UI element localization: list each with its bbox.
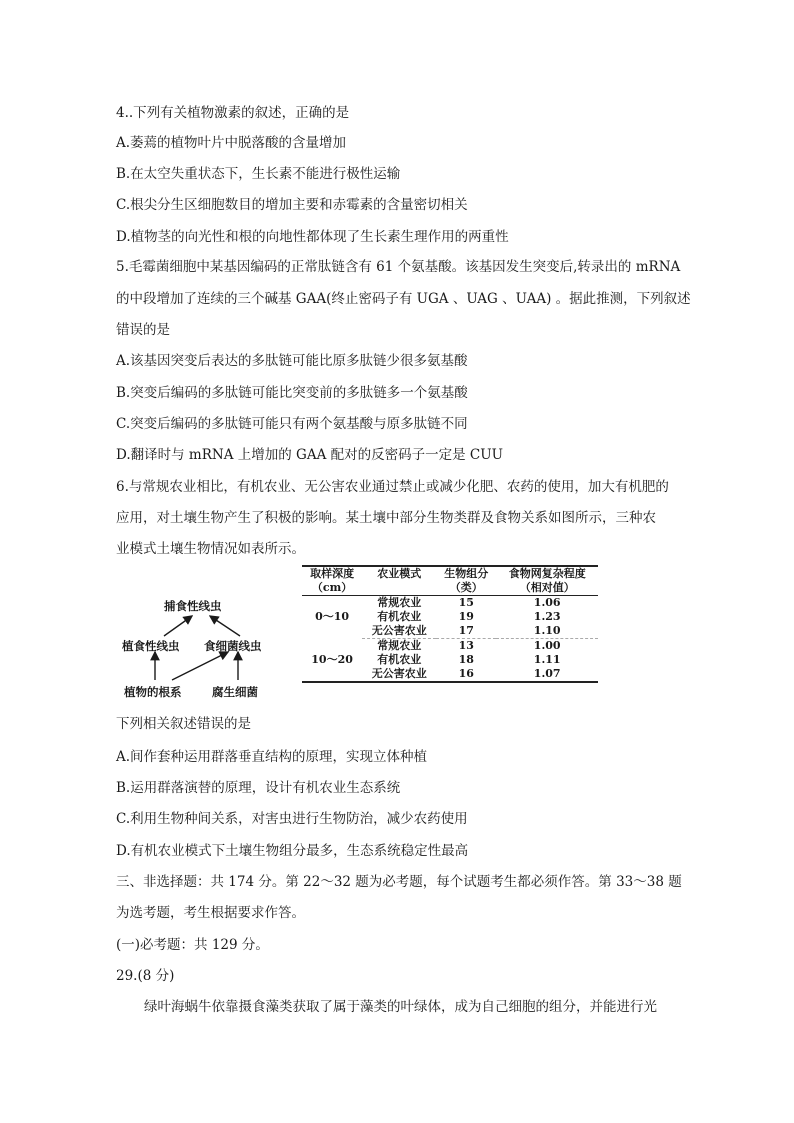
cell-complexity: 1.00: [533, 639, 561, 652]
q4-stem: 4..下列有关植物激素的叙述，正确的是: [116, 105, 350, 121]
section3-line2: 为选考题，考生根据要求作答。: [116, 905, 305, 921]
q6-stem-line1: 6.与常规农业相比，有机农业、无公害农业通过禁止或减少化肥、农药的使用，加大有机肥的: [116, 479, 669, 495]
cell-mode: 有机农业: [377, 653, 422, 666]
cell-groups: 17: [436, 624, 496, 639]
q5-option-a: A.该基因突变后表达的多肽链可能比原多肽链少很多氨基酸: [116, 353, 468, 369]
th-complexity: 食物网复杂程度: [508, 567, 586, 580]
cell-depth: 10～20: [302, 639, 362, 683]
q4-option-a: A.萎蔫的植物叶片中脱落酸的含量增加: [116, 135, 347, 151]
cell-mode: 无公害农业: [362, 667, 436, 682]
q6-stem-line2: 应用，对土壤生物产生了积极的影响。某土壤中部分生物类群及食物关系如图所示，三种农: [116, 510, 656, 526]
cell-complexity: 1.23: [533, 610, 561, 623]
q6-option-c: C.利用生物种间关系，对害虫进行生物防治，减少农药使用: [116, 811, 468, 827]
q4-option-d: D.植物茎的向光性和根的向地性都体现了生长素生理作用的两重性: [116, 229, 509, 245]
cell-groups: 13: [458, 639, 474, 652]
q6-option-d: D.有机农业模式下土壤生物组分最多，生态系统稳定性最高: [116, 843, 469, 859]
q5-option-d: D.翻译时与 mRNA 上增加的 GAA 配对的反密码子一定是 CUU: [116, 447, 503, 463]
cell-mode: 无公害农业: [362, 624, 436, 639]
node-predatory-nematode: 捕食性线虫: [164, 599, 222, 613]
cell-mode: 有机农业: [377, 610, 422, 623]
section3-line1: 三、非选择题：共 174 分。第 22～32 题为必考题，每个试题考生都必须作答。第 33～38 题: [116, 874, 682, 890]
cell-mode: 常规农业: [377, 639, 422, 652]
q6-stem-line4: 下列相关叙述错误的是: [116, 716, 251, 732]
food-web-diagram: [112, 566, 292, 706]
q29-text: 绿叶海蜗牛依靠摄食藻类获取了属于藻类的叶绿体，成为自己细胞的组分，并能进行光: [144, 999, 657, 1015]
node-saprophytic-bacteria: 腐生细菌: [212, 685, 258, 699]
cell-depth: 0～10: [315, 610, 350, 624]
q6-option-b: B.运用群落演替的原理，设计有机农业生态系统: [116, 780, 401, 796]
q5-stem-line2: 的中段增加了连续的三个碱基 GAA(终止密码子有 UGA 、UAG 、UAA) 。据此推测，下列叙述: [116, 291, 691, 307]
q29-label: 29.(8 分): [116, 968, 175, 984]
cell-complexity: 1.06: [533, 596, 561, 609]
cell-groups: 19: [458, 610, 474, 623]
soil-biota-table: [302, 565, 598, 683]
th-groups-unit: （类）: [449, 581, 483, 594]
q5-stem-line3: 错误的是: [116, 322, 170, 338]
cell-complexity: 1.11: [533, 653, 561, 666]
q6-stem-line3: 业模式土壤生物情况如表所示。: [116, 541, 305, 557]
th-depth: 取样深度: [310, 567, 355, 580]
cell-complexity: 1.07: [496, 667, 598, 682]
cell-mode: 常规农业: [377, 596, 422, 609]
cell-groups: 16: [436, 667, 496, 682]
cell-groups: 15: [458, 596, 474, 609]
node-herbivorous-nematode: 植食性线虫: [122, 639, 180, 653]
q4-option-b: B.在太空失重状态下，生长素不能进行极性运输: [116, 166, 401, 182]
th-groups: 生物组分: [444, 567, 489, 580]
q5-stem-line1: 5.毛霉菌细胞中某基因编码的正常肽链含有 61 个氨基酸。该基因发生突变后,转录出的 mRNA: [116, 259, 681, 275]
th-depth-unit: （cm）: [311, 581, 353, 594]
cell-groups: 18: [458, 653, 474, 666]
section3-required: (一)必考题：共 129 分。: [116, 937, 269, 953]
node-plant-roots: 植物的根系: [124, 685, 182, 699]
node-bacterivorous-nematode: 食细菌线虫: [204, 639, 262, 653]
q5-option-c: C.突变后编码的多肽链可能只有两个氨基酸与原多肽链不同: [116, 416, 468, 432]
q4-option-c: C.根尖分生区细胞数目的增加主要和赤霉素的含量密切相关: [116, 197, 468, 213]
q6-option-a: A.间作套种运用群落垂直结构的原理，实现立体种植: [116, 749, 428, 765]
th-mode-unit: [362, 581, 436, 596]
th-complexity-unit: （相对值）: [519, 581, 575, 594]
cell-complexity: 1.10: [496, 624, 598, 639]
th-mode: 农业模式: [377, 567, 422, 580]
q5-option-b: B.突变后编码的多肽链可能比突变前的多肽链多一个氨基酸: [116, 385, 468, 401]
